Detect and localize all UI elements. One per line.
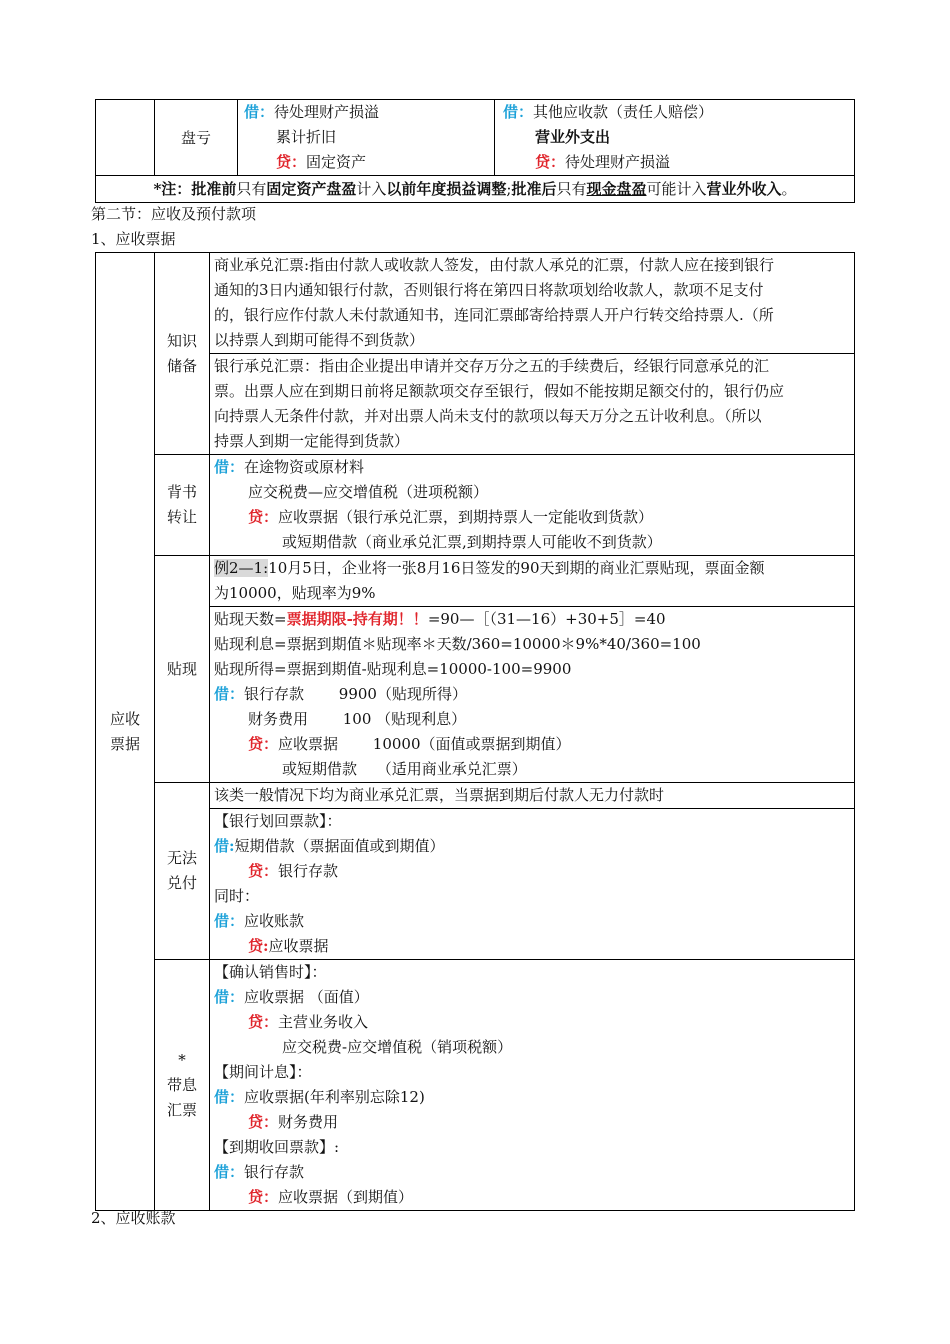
subsection-title-accounts-receivable: 2、应收账款 [91,1209,176,1227]
row-label-unpaid: 无法 兑付 [155,783,210,960]
section-title: 第二节：应收及预付款项 [91,205,257,223]
main-label: 应收 票据 [96,253,155,1211]
top-table [95,99,855,203]
interest-bearing-content: 【确认销售时】： 借：应收票据 （面值） 贷：主营业务收入 应交税费-应交增值税（销项税额） 【期间计息】： 借：应收票据(年利率别忘除12) 贷：财务费用 【到期收回票款】: 借：银行存款 贷：应收票据（到期值） [210,960,855,1211]
empty-cell [96,100,155,176]
pankui-right-entries: 借：其他应收款（责任人赔偿） 营业外支出 贷：待处理财产损溢 [495,100,855,176]
subsection-title-notes-receivable: 1、应收票据 [91,230,176,248]
row-label-interest-bearing: * 带息 汇票 [155,960,210,1211]
discount-content [210,556,855,783]
note-row: *注：批准前只有固定资产盘盈计入以前年度损益调整;批准后只有现金盘盈可能计入营业外收入。 [96,176,855,203]
bank-acceptance-definition: 银行承兑汇票：指由企业提出申请并交存万分之五的手续费后，经银行同意承兑的汇 票。出票人应在到期日前将足额款项交存至银行，假如不能按期足额交付的，银行仍应 向持票人无条件付款，并对出票人尚未支付的款项以每天万分之五计收利息。（所以 持票人到期一定能得到货款） [210,353,854,454]
row-label-knowledge: 知识 储备 [155,253,210,455]
unpaid-content: 该类一般情况下均为商业承兑汇票，当票据到期后付款人无力付款时 【银行划回票款】： 借:短期借款（票据面值或到期值） 贷：银行存款 同时： 借：应收账款 贷:应收票据 [210,783,855,960]
discount-example: 例2—1:10月5日，企业将一张8月16日签发的90天到期的商业汇票贴现，票面金额 为10000，贴现率为9% [214,559,765,602]
endorse-content: 借：在途物资或原材料 应交税费—应交增值税（进项税额） 贷：应收票据（银行承兑汇票，到期持票人一定能收到货款） 或短期借款（商业承兑汇票,到期持票人可能收不到货款） [210,455,855,556]
knowledge-content [210,253,855,455]
discount-solution: 贴现天数=票据期限-持有期！！=90—［（31—16）+30+5］=40 贴现利息=票据到期值＊贴现率＊天数/360=10000＊9%*40/360=100 贴现所得=票据到期值-贴现利息=10000-100=9900 借：银行存款 9900（贴现所得） 财务费用 100 （贴现利息） 贷：应收票据 10000（面值或票据到期值） 或短期借款 （适用商业承兑汇票） [210,606,854,782]
notes-receivable-table [95,252,855,1211]
commercial-acceptance-definition: 商业承兑汇票:指由付款人或收款人签发，由付款人承兑的汇票，付款人应在接到银行 通知的3日内通知银行付款，否则银行将在第四日将款项划给收款人，款项不足支付 的，银行应作付款人未付款通知书，连同汇票邮寄给持票人开户行转交给持票人.（所 以持票人到期可能得不到货款） [214,256,775,349]
pankui-left-entries: 借：待处理财产损溢 累计折旧 贷：固定资产 [238,100,495,176]
row-label-endorse: 背书 转让 [155,455,210,556]
row-label-pankui: 盘亏 [155,100,238,176]
row-label-discount: 贴现 [155,556,210,783]
